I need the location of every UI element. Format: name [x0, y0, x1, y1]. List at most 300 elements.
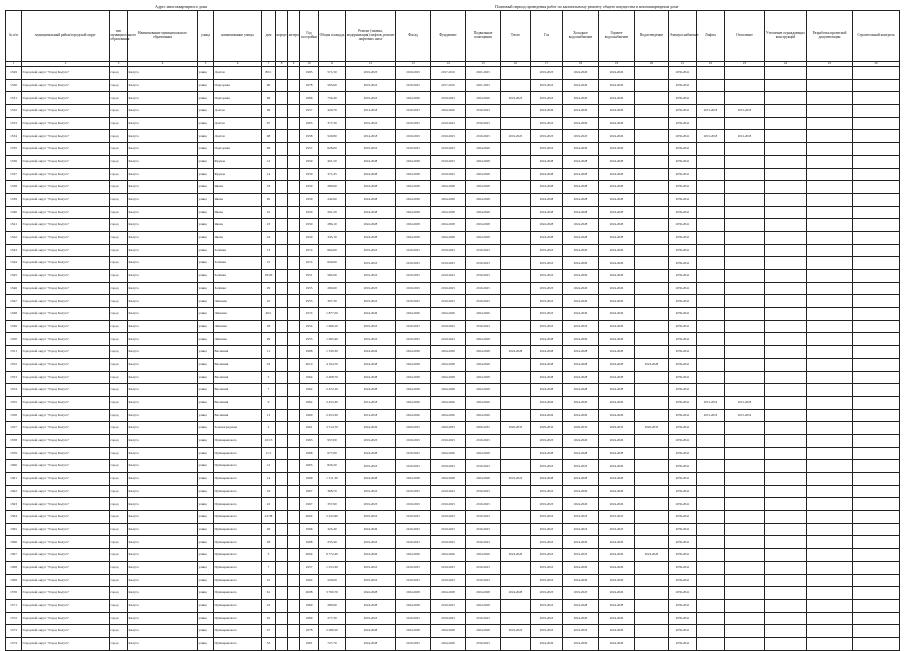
cell-period: [697, 561, 725, 574]
cell-d: Городской округ "Город Калуга": [22, 485, 110, 498]
cell-st: Якова: [214, 219, 262, 232]
cell-empty: [807, 447, 853, 460]
cell-m: Калуга: [128, 181, 198, 194]
cell-empty: [765, 599, 807, 612]
cell-n: 1334: [6, 130, 22, 143]
cell-y: 1962: [300, 384, 319, 397]
cell-period: [501, 244, 531, 257]
cell-period: 2019-2023: [501, 625, 531, 638]
cell-empty: [807, 485, 853, 498]
cell-period: [697, 295, 725, 308]
cell-period: 2024-2028: [346, 587, 396, 600]
cell-d: Городской округ "Город Калуга": [22, 92, 110, 105]
cell-period: 2014-2018: [346, 105, 396, 118]
cell-period: [725, 193, 765, 206]
cell-period: 2024-2026: [599, 333, 635, 346]
cell-h: 43: [262, 358, 276, 371]
column-header: дом: [262, 11, 276, 62]
cell-period: 2024-2026: [466, 409, 501, 422]
cell-period: 2014-2018: [346, 409, 396, 422]
cell-t: город: [110, 536, 128, 549]
cell-d: Городской округ "Город Калуга": [22, 333, 110, 346]
cell-a: 2 286,50: [319, 625, 346, 638]
cell-period: 2024-2026: [563, 143, 599, 156]
cell-d: Городской округ "Город Калуга": [22, 574, 110, 587]
cell-empty: [853, 549, 900, 562]
cell-st: Пушкаревского: [214, 625, 262, 638]
column-header: Тепло: [501, 11, 531, 62]
cell-period: 2024-2028: [531, 193, 563, 206]
column-header: Ремонт (замена, модернизация) лифтов, ремонт лифтовых шахт: [346, 11, 396, 62]
cell-period: 2024-2026: [599, 396, 635, 409]
table-row: [6, 206, 900, 219]
cell-n: 1336: [6, 155, 22, 168]
cell-empty: [765, 561, 807, 574]
cell-period: 2019-2023: [466, 637, 501, 650]
cell-empty: [765, 574, 807, 587]
cell-y: 1959: [300, 206, 319, 219]
cell-t: город: [110, 92, 128, 105]
cell-k: [276, 599, 288, 612]
cell-period: 2024-2026: [563, 561, 599, 574]
column-number: 21: [669, 62, 697, 67]
cell-period: [697, 637, 725, 650]
cell-t: город: [110, 625, 128, 638]
column-number: 18: [563, 62, 599, 67]
cell-period: 2024-2026: [563, 308, 599, 321]
cell-period: 2024-2028: [563, 447, 599, 460]
cell-period: 2024-2028: [531, 447, 563, 460]
table-row: [6, 67, 900, 80]
cell-t: город: [110, 422, 128, 435]
cell-m: Калуга: [128, 168, 198, 181]
cell-lit: [288, 447, 300, 460]
cell-m: Калуга: [128, 320, 198, 333]
cell-period: 2014-2018: [346, 396, 396, 409]
cell-s: улица: [198, 308, 214, 321]
cell-n: 1348: [6, 308, 22, 321]
cell-period: 2039-2041: [669, 295, 697, 308]
cell-period: 2019-2023: [563, 130, 599, 143]
plan-period-caption: Плановый период проведения работ по капитальному ремонту общего имущества в многоквартирном доме: [495, 4, 679, 9]
cell-period: 2024-2028: [346, 168, 396, 181]
cell-empty: [765, 498, 807, 511]
cell-period: [697, 447, 725, 460]
cell-empty: [765, 637, 807, 650]
cell-a: 291,20: [319, 206, 346, 219]
cell-h: 9: [262, 396, 276, 409]
cell-period: 2019-2023: [466, 523, 501, 536]
table-row: [6, 117, 900, 130]
cell-empty: [853, 473, 900, 486]
cell-empty: [807, 320, 853, 333]
cell-k: [276, 270, 288, 283]
table-row: [6, 498, 900, 511]
cell-st: Якова: [214, 181, 262, 194]
cell-period: [635, 574, 669, 587]
cell-empty: [853, 625, 900, 638]
cell-n: 1349: [6, 320, 22, 333]
cell-m: Калуга: [128, 67, 198, 80]
cell-empty: [853, 282, 900, 295]
cell-empty: [853, 409, 900, 422]
cell-t: город: [110, 498, 128, 511]
cell-s: улица: [198, 523, 214, 536]
cell-period: 2019-2023: [531, 434, 563, 447]
cell-n: 1340: [6, 206, 22, 219]
cell-empty: [853, 536, 900, 549]
cell-period: 2019-2023: [396, 244, 431, 257]
cell-period: 2019-2023: [396, 333, 431, 346]
cell-period: 2039-2041: [669, 625, 697, 638]
table-row: [6, 346, 900, 359]
cell-k: [276, 206, 288, 219]
cell-s: улица: [198, 105, 214, 118]
cell-s: улица: [198, 282, 214, 295]
cell-period: 2019-2023: [531, 549, 563, 562]
cell-a: 277,30: [319, 612, 346, 625]
cell-empty: [807, 231, 853, 244]
cell-d: Городской округ "Город Калуга": [22, 434, 110, 447]
cell-m: Калуга: [128, 498, 198, 511]
cell-period: 2039-2041: [669, 193, 697, 206]
cell-empty: [853, 574, 900, 587]
cell-a: 957,00: [319, 434, 346, 447]
cell-empty: [853, 193, 900, 206]
cell-period: 2019-2023: [431, 295, 466, 308]
cell-period: [725, 574, 765, 587]
cell-period: 2021-2023: [466, 79, 501, 92]
cell-empty: [807, 599, 853, 612]
cell-period: 2024-2028: [346, 231, 396, 244]
cell-period: [697, 181, 725, 194]
cell-period: [725, 320, 765, 333]
cell-h: 28: [262, 320, 276, 333]
cell-st: Пушкаревского: [214, 599, 262, 612]
cell-st: Пушкаревского: [214, 473, 262, 486]
cell-period: [697, 92, 725, 105]
cell-period: [697, 599, 725, 612]
cell-period: [501, 295, 531, 308]
cell-t: город: [110, 396, 128, 409]
cell-lit: [288, 536, 300, 549]
cell-s: улица: [198, 637, 214, 650]
cell-period: 2019-2023: [531, 308, 563, 321]
cell-empty: [853, 396, 900, 409]
cell-period: [725, 155, 765, 168]
cell-m: Калуга: [128, 485, 198, 498]
cell-period: 2024-2026: [563, 637, 599, 650]
cell-period: 2024-2026: [599, 105, 635, 118]
cell-lit: [288, 371, 300, 384]
table-row: [6, 612, 900, 625]
cell-st: Зелёная: [214, 257, 262, 270]
cell-m: Калуга: [128, 143, 198, 156]
cell-empty: [765, 396, 807, 409]
cell-n: 1354: [6, 384, 22, 397]
cell-st: Зеленоградская: [214, 422, 262, 435]
cell-m: Калуга: [128, 625, 198, 638]
cell-lit: [288, 257, 300, 270]
cell-lit: [288, 511, 300, 524]
cell-period: 2039-2041: [669, 587, 697, 600]
cell-y: 1959: [300, 219, 319, 232]
cell-y: 2010: [300, 358, 319, 371]
cell-period: 2019-2023: [396, 612, 431, 625]
cell-period: 2024-2028: [466, 168, 501, 181]
cell-t: город: [110, 231, 128, 244]
cell-n: 1344: [6, 257, 22, 270]
cell-period: [697, 358, 725, 371]
cell-m: Калуга: [128, 447, 198, 460]
cell-period: 2024-2028: [346, 219, 396, 232]
cell-period: [725, 181, 765, 194]
cell-period: [501, 434, 531, 447]
cell-period: 2019-2023: [531, 612, 563, 625]
cell-period: 2019-2023: [466, 282, 501, 295]
cell-y: 1960: [300, 409, 319, 422]
cell-period: 2024-2028: [346, 155, 396, 168]
cell-s: улица: [198, 409, 214, 422]
cell-period: 2019-2023: [346, 282, 396, 295]
cell-period: 2039-2041: [669, 358, 697, 371]
cell-period: 2024-2026: [599, 612, 635, 625]
cell-empty: [807, 105, 853, 118]
cell-period: 2024-2028: [466, 231, 501, 244]
cell-period: [697, 574, 725, 587]
cell-n: 1345: [6, 270, 22, 283]
column-header: Отопление: [725, 11, 765, 62]
cell-period: 2024-2026: [599, 257, 635, 270]
cell-period: 2024-2028: [466, 206, 501, 219]
cell-period: 2024-2026: [563, 333, 599, 346]
column-header: тип муниципального образования: [110, 11, 128, 62]
cell-a: 2 453,30: [319, 409, 346, 422]
cell-period: 2019-2023: [431, 117, 466, 130]
cell-n: 1367: [6, 549, 22, 562]
cell-s: улица: [198, 143, 214, 156]
column-header: Горячее водоснабжение: [599, 11, 635, 62]
cell-m: Калуга: [128, 384, 198, 397]
cell-d: Городской округ "Город Калуга": [22, 346, 110, 359]
cell-period: 2024-2026: [599, 308, 635, 321]
cell-period: 2024-2028: [346, 637, 396, 650]
cell-s: улица: [198, 612, 214, 625]
cell-empty: [765, 244, 807, 257]
cell-t: город: [110, 105, 128, 118]
cell-a: 1 066,10: [319, 320, 346, 333]
cell-period: 2015-2016: [697, 409, 725, 422]
cell-empty: [765, 155, 807, 168]
cell-h: 61: [262, 587, 276, 600]
cell-period: 2019-2023: [531, 117, 563, 130]
cell-period: 2024-2028: [599, 447, 635, 460]
cell-st: Весенняя: [214, 358, 262, 371]
cell-h: 13: [262, 409, 276, 422]
cell-empty: [765, 523, 807, 536]
cell-period: 2024-2028: [346, 625, 396, 638]
cell-period: [697, 333, 725, 346]
column-number: 12: [346, 62, 396, 67]
cell-m: Калуга: [128, 599, 198, 612]
cell-period: [501, 193, 531, 206]
cell-period: 2019-2023: [396, 511, 431, 524]
cell-period: 2029-2033: [431, 422, 466, 435]
cell-period: 2039-2041: [669, 422, 697, 435]
cell-period: [635, 117, 669, 130]
cell-m: Калуга: [128, 358, 198, 371]
cell-empty: [807, 181, 853, 194]
cell-t: город: [110, 193, 128, 206]
cell-period: 2019-2023: [346, 79, 396, 92]
cell-period: 2024-2028: [599, 384, 635, 397]
column-header: Фасад: [396, 11, 431, 62]
cell-empty: [807, 117, 853, 130]
cell-period: 2019-2023: [396, 447, 431, 460]
cell-period: [635, 270, 669, 283]
cell-period: [697, 168, 725, 181]
cell-period: 2024-2028: [346, 193, 396, 206]
cell-period: 2024-2028: [346, 599, 396, 612]
cell-period: [697, 612, 725, 625]
cell-m: Калуга: [128, 270, 198, 283]
cell-period: 2039-2041: [669, 511, 697, 524]
cell-period: 2024-2028: [431, 181, 466, 194]
cell-y: 1995: [300, 67, 319, 80]
column-header: муниципальный район/городской округ: [22, 11, 110, 62]
cell-lit: [288, 79, 300, 92]
cell-empty: [807, 561, 853, 574]
cell-period: 2015-2018: [725, 396, 765, 409]
cell-n: 1350: [6, 333, 22, 346]
cell-n: 1371: [6, 599, 22, 612]
cell-period: 2019-2023: [531, 143, 563, 156]
column-header: Утепление ограждающих конструкций: [765, 11, 807, 62]
cell-empty: [807, 155, 853, 168]
cell-d: Городской округ "Город Калуга": [22, 561, 110, 574]
cell-period: [635, 155, 669, 168]
cell-y: 1968: [300, 447, 319, 460]
cell-period: [725, 270, 765, 283]
cell-period: [635, 536, 669, 549]
column-number: 1: [6, 62, 22, 67]
cell-h: 96: [262, 92, 276, 105]
cell-period: 2024-2028: [431, 371, 466, 384]
cell-h: 11: [262, 346, 276, 359]
cell-k: [276, 434, 288, 447]
cell-st: Подгорная: [214, 79, 262, 92]
cell-period: [501, 511, 531, 524]
cell-t: город: [110, 79, 128, 92]
cell-y: 1968: [300, 346, 319, 359]
cell-period: [635, 599, 669, 612]
cell-period: 2019-2023: [563, 523, 599, 536]
cell-y: 2002: [300, 511, 319, 524]
cell-period: 2019-2023: [431, 574, 466, 587]
cell-s: улица: [198, 219, 214, 232]
cell-period: 2024-2026: [431, 637, 466, 650]
table-row: [6, 181, 900, 194]
cell-st: Якова: [214, 193, 262, 206]
cell-period: 2019-2023: [346, 485, 396, 498]
cell-empty: [853, 244, 900, 257]
cell-period: 2019-2023: [396, 143, 431, 156]
cell-period: [501, 523, 531, 536]
cell-period: 2039-2041: [669, 434, 697, 447]
cell-s: улица: [198, 231, 214, 244]
cell-period: [501, 460, 531, 473]
cell-period: 2019-2023: [599, 511, 635, 524]
cell-y: 1955: [300, 333, 319, 346]
cell-period: 2019-2023: [563, 625, 599, 638]
cell-period: [635, 473, 669, 486]
cell-t: город: [110, 244, 128, 257]
cell-period: 2024-2028: [396, 346, 431, 359]
cell-period: [635, 295, 669, 308]
cell-empty: [765, 206, 807, 219]
cell-period: 2024-2026: [599, 282, 635, 295]
cell-k: [276, 257, 288, 270]
capital-repair-table: [5, 10, 900, 651]
cell-lit: [288, 574, 300, 587]
cell-t: город: [110, 485, 128, 498]
cell-period: 2039-2041: [669, 155, 697, 168]
cell-period: [635, 561, 669, 574]
cell-period: [501, 308, 531, 321]
cell-period: [501, 561, 531, 574]
cell-period: 2024-2026: [599, 485, 635, 498]
cell-s: улица: [198, 155, 214, 168]
cell-period: [501, 231, 531, 244]
cell-empty: [853, 460, 900, 473]
cell-h: 90: [262, 79, 276, 92]
cell-period: 2024-2028: [431, 358, 466, 371]
column-header: Водоотведение: [635, 11, 669, 62]
cell-s: улица: [198, 511, 214, 524]
cell-period: [725, 295, 765, 308]
cell-empty: [765, 143, 807, 156]
table-row: [6, 282, 900, 295]
cell-t: город: [110, 549, 128, 562]
cell-period: 2024-2028: [531, 181, 563, 194]
cell-lit: [288, 637, 300, 650]
cell-period: 2024-2028: [531, 231, 563, 244]
cell-period: 2019-2023: [431, 270, 466, 283]
cell-st: Долгая: [214, 130, 262, 143]
cell-period: 2019-2023: [431, 333, 466, 346]
cell-d: Городской округ "Город Калуга": [22, 193, 110, 206]
cell-empty: [853, 358, 900, 371]
cell-n: 1365: [6, 523, 22, 536]
cell-period: 2024-2026: [599, 561, 635, 574]
cell-period: [501, 155, 531, 168]
cell-t: город: [110, 155, 128, 168]
cell-period: 2024-2028: [396, 155, 431, 168]
cell-period: [501, 447, 531, 460]
column-number: 23: [725, 62, 765, 67]
cell-y: 1955: [300, 295, 319, 308]
cell-period: 2029-2033: [501, 422, 531, 435]
cell-period: [697, 219, 725, 232]
column-number: 9: [288, 62, 300, 67]
cell-empty: [853, 308, 900, 321]
table-row: [6, 561, 900, 574]
cell-period: 2024-2026: [431, 308, 466, 321]
cell-period: 2039-2041: [669, 396, 697, 409]
cell-h: 16: [262, 485, 276, 498]
cell-lit: [288, 384, 300, 397]
table-row: [6, 599, 900, 612]
